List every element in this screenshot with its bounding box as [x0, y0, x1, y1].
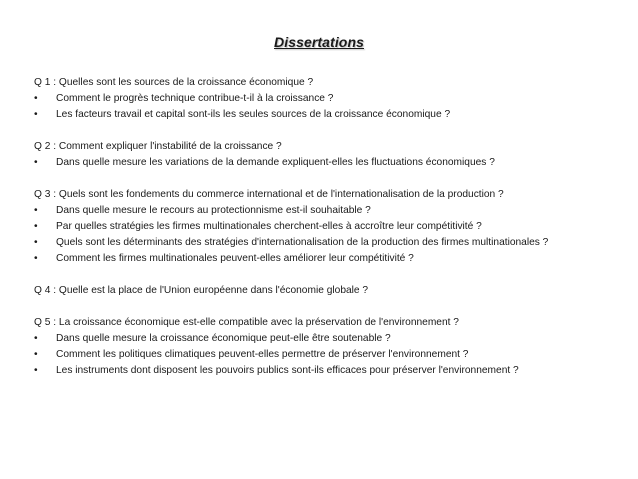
page-title: Dissertations	[274, 34, 364, 50]
bullet-icon: •	[34, 349, 38, 360]
bullet-text: Par quelles stratégies les firmes multinationales cherchent-elles à accroître leur compétitivité ?	[56, 221, 482, 232]
bullet-icon: •	[34, 333, 38, 344]
bullet-icon: •	[34, 365, 38, 376]
bullet-icon: •	[34, 157, 38, 168]
question-section	[34, 187, 624, 267]
question-heading: Q 3 : Quels sont les fondements du commerce international et de l'internationalisation de la production ?	[34, 189, 504, 200]
bullet-icon: •	[34, 93, 38, 104]
bullet-icon: •	[34, 253, 38, 264]
bullet-item	[34, 219, 624, 235]
question-heading: Q 2 : Comment expliquer l'instabilité de la croissance ?	[34, 141, 282, 152]
bullet-icon: •	[34, 205, 38, 216]
bullet-icon: •	[34, 237, 38, 248]
bullet-text: Comment les firmes multinationales peuvent-elles améliorer leur compétitivité ?	[56, 253, 414, 264]
bullet-item	[34, 203, 624, 219]
question-list	[34, 75, 624, 395]
bullet-text: Dans quelle mesure les variations de la demande expliquent-elles les fluctuations économiques ?	[56, 157, 495, 168]
bullet-text: Dans quelle mesure la croissance économique peut-elle être soutenable ?	[56, 333, 391, 344]
bullet-item	[34, 107, 624, 123]
bullet-text: Comment les politiques climatiques peuvent-elles permettre de préserver l'environnement ?	[56, 349, 469, 360]
question-section	[34, 283, 624, 299]
bullet-item	[34, 251, 624, 267]
bullet-icon: •	[34, 221, 38, 232]
bullet-item	[34, 363, 624, 379]
bullet-item	[34, 347, 624, 363]
question-heading: Q 4 : Quelle est la place de l'Union européenne dans l'économie globale ?	[34, 285, 369, 296]
question-section	[34, 75, 624, 123]
bullet-text: Comment le progrès technique contribue-t-il à la croissance ?	[56, 93, 334, 104]
bullet-text: Les facteurs travail et capital sont-ils les seules sources de la croissance économique ?	[56, 109, 451, 120]
bullet-text: Les instruments dont disposent les pouvoirs publics sont-ils efficaces pour préserver l'environnement ?	[56, 365, 519, 376]
question-section	[34, 315, 624, 379]
bullet-text: Dans quelle mesure le recours au protectionnisme est-il souhaitable ?	[56, 205, 371, 216]
bullet-icon: •	[34, 109, 38, 120]
question-heading: Q 1 : Quelles sont les sources de la croissance économique ?	[34, 77, 314, 88]
bullet-item	[34, 91, 624, 107]
question-section	[34, 139, 624, 171]
bullet-item	[34, 155, 624, 171]
bullet-item	[34, 331, 624, 347]
question-heading: Q 5 : La croissance économique est-elle compatible avec la préservation de l'environnement ?	[34, 317, 459, 328]
bullet-text: Quels sont les déterminants des stratégies d'internationalisation de la production des firmes multinationales ?	[56, 237, 549, 248]
bullet-item	[34, 235, 624, 251]
